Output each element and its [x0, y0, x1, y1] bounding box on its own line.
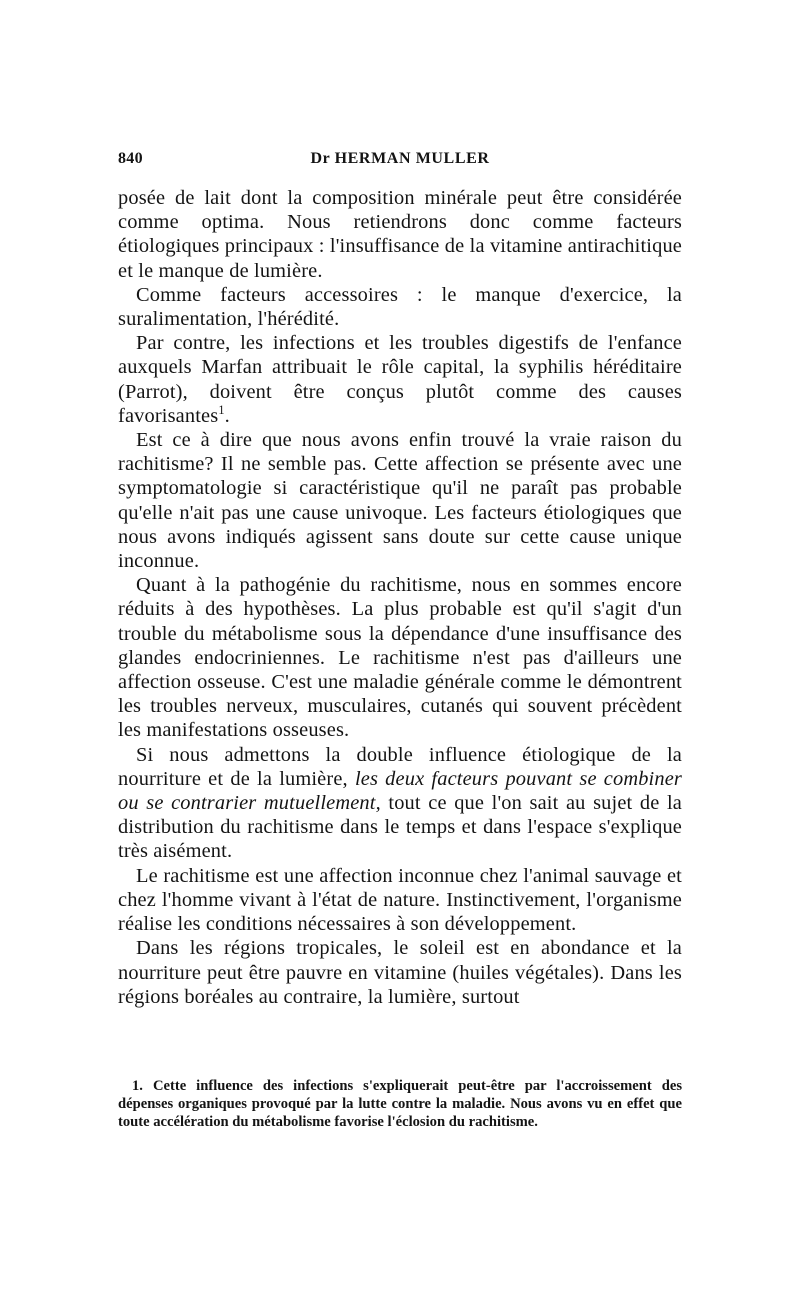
paragraph-true-cause	[118, 428, 682, 573]
paragraph-text: posée de lait dont la composition minérale peut être considérée comme optima. Nous retiendrons donc comme facteurs étiologiques principaux : l'insuffisance de la vitamine antirachitique et le manque de lumière.	[118, 187, 682, 282]
paragraph-text: Quant à la pathogénie du rachitisme, nous en sommes encore réduits à des hypothèses. La plus probable est qu'il s'agit d'un trouble du métabolisme sous la dépendance d'une insuffisance des glandes endocriniennes. Le rachitisme n'est pas d'ailleurs une affection osseuse. C'est une maladie générale comme le démontrent les troubles nerveux, musculaires, cutanés qui souvent précèdent les manifestations osseuses.	[118, 574, 682, 742]
paragraph-text: Comme facteurs accessoires : le manque d'exercice, la suralimentation, l'hérédité.	[118, 283, 682, 331]
footnote-number: 1.	[132, 1078, 143, 1094]
paragraph-infections	[118, 331, 682, 428]
footnote-text: Cette influence des infections s'expliquerait peut-être par l'accroissement des dépenses organiques provoqué par la lutte contre la maladie. Nous avons vu en effet que toute accélération du métabolisme favorise l'éclosion du rachitisme.	[118, 1078, 682, 1131]
paragraph-emphasis: les deux facteurs pouvant se combiner ou se contrarier mutuellement,	[118, 767, 682, 815]
paragraph-text-after: tout ce que l'on sait au sujet de la distribution du rachitisme dans le temps et dans l'espace s'explique très aisément.	[118, 792, 682, 863]
paragraph-wild-animal	[118, 864, 682, 937]
paragraph-text: Par contre, les infections et les troubles digestifs de l'enfance auxquels Marfan attribuait le rôle capital, la syphilis héréditaire (Parrot), doivent être conçus plutôt comme des causes favorisantes	[118, 332, 682, 427]
paragraph-accessory-factors	[118, 283, 682, 331]
footnote-reference: 1	[218, 403, 225, 418]
paragraph-pathogeny	[118, 573, 682, 742]
footnote	[118, 1077, 682, 1132]
paragraph-text: Dans les régions tropicales, le soleil est en abondance et la nourriture peut être pauvre en vitamine (huiles végétales). Dans les régions boréales au contraire, la lumière, surtout	[118, 937, 682, 1008]
page-number: 840	[118, 150, 143, 167]
paragraph-text: Est ce à dire que nous avons enfin trouvé la vraie raison du rachitisme? Il ne semble pas. Cette affection se présente avec une symptomatologie si caractéristique qu'il ne paraît pas probable qu'elle n'ait pas une cause univoque. Les facteurs étiologiques que nous avons indiqués agissent sans doute sur cette cause unique inconnue.	[118, 429, 682, 573]
running-title: Dr HERMAN MULLER	[310, 150, 490, 167]
body-text	[118, 186, 682, 1009]
paragraph-double-influence	[118, 743, 682, 864]
paragraph-text-before: Si nous admettons la double influence étiologique de la nourriture et de la lumière,	[118, 743, 682, 790]
paragraph-etiology	[118, 186, 682, 283]
paragraph-end: .	[224, 404, 230, 427]
paragraph-tropical-regions	[118, 936, 682, 1009]
page-header	[118, 150, 682, 172]
paragraph-text: Le rachitisme est une affection inconnue chez l'animal sauvage et chez l'homme vivant à l'état de nature. Instinctivement, l'organisme réalise les conditions nécessaires à son développement.	[118, 864, 682, 936]
